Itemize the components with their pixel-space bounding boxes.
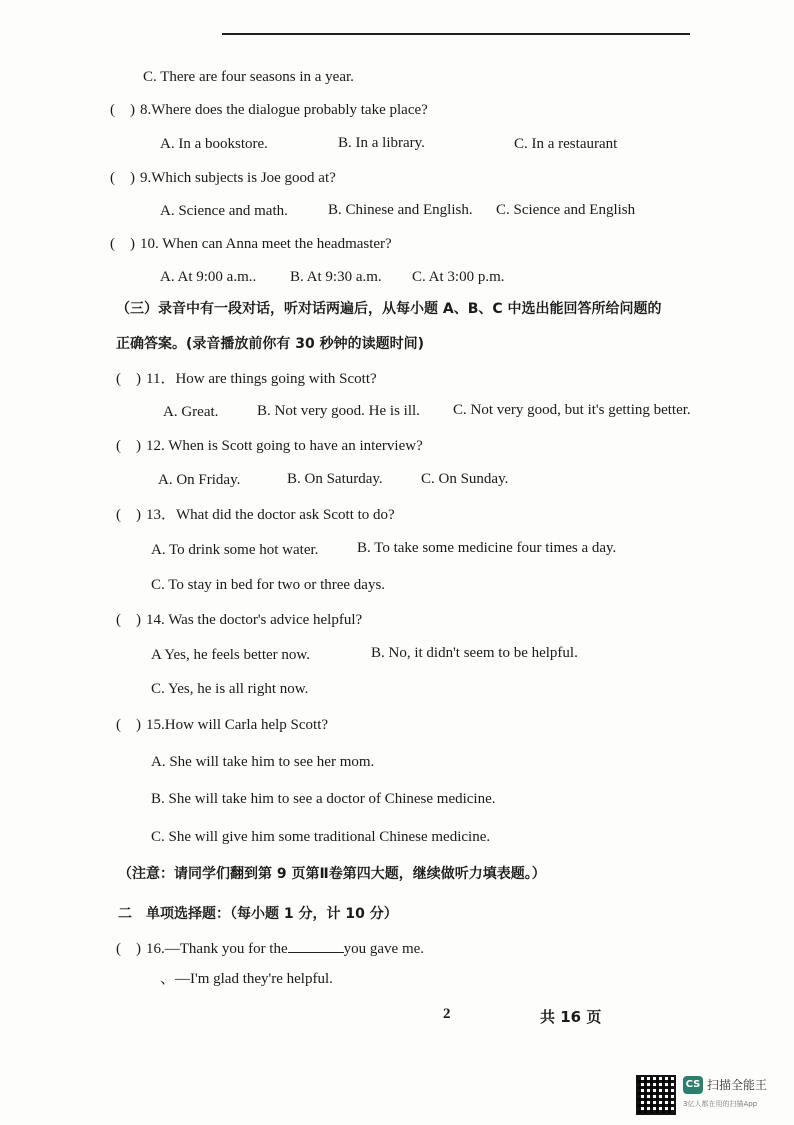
question-15: [116, 716, 328, 734]
answer-bracket[interactable]: ( ): [116, 941, 141, 957]
question-stem: 12. When is Scott going to have an interview?: [146, 438, 423, 454]
answer-bracket[interactable]: ( ): [116, 717, 141, 733]
answer-bracket[interactable]: ( ): [116, 371, 141, 387]
q8-option-c: C. In a restaurant: [514, 136, 618, 152]
question-stem: 10. When can Anna meet the headmaster?: [140, 236, 392, 252]
q13-option-c: C. To stay in bed for two or three days.: [151, 577, 386, 593]
question-stem: 15.How will Carla help Scott?: [146, 717, 329, 733]
answer-bracket[interactable]: ( ): [110, 102, 135, 118]
question-stem: 8.Where does the dialogue probably take place?: [140, 102, 428, 118]
q16-reply: 、—I'm glad they're helpful.: [160, 971, 333, 987]
q11-option-b: B. Not very good. He is ill.: [257, 403, 420, 419]
question-stem-before: 16.—Thank you for the: [146, 941, 288, 957]
answer-blank[interactable]: [288, 940, 344, 953]
q12-option-c: C. On Sunday.: [421, 471, 509, 487]
prev-option-c: C. There are four seasons in a year.: [143, 69, 354, 85]
qr-code-icon: [636, 1075, 676, 1115]
answer-bracket[interactable]: ( ): [116, 612, 141, 628]
scanner-app-name: 扫描全能王: [707, 1078, 768, 1092]
q15-option-b: B. She will take him to see a doctor of Chinese medicine.: [151, 791, 496, 807]
question-stem-after: you gave me.: [343, 941, 425, 957]
question-stem: 13．What did the doctor ask Scott to do?: [146, 507, 395, 523]
page-number: 2: [443, 1006, 451, 1022]
q14-option-a: A Yes, he feels better now.: [151, 647, 311, 663]
note: （注意：请同学们翻到第 9 页第Ⅱ卷第四大题，继续做听力填表题。）: [118, 866, 546, 882]
q14-option-c: C. Yes, he is all right now.: [151, 681, 309, 697]
question-10: [110, 235, 392, 253]
answer-bracket[interactable]: ( ): [110, 170, 135, 186]
q8-option-a: A. In a bookstore.: [160, 136, 268, 152]
q9-option-b: B. Chinese and English.: [328, 202, 473, 218]
answer-bracket[interactable]: ( ): [116, 507, 141, 523]
q9-option-a: A. Science and math.: [160, 203, 288, 219]
scanner-tagline: 3亿人都在用的扫描App: [683, 1100, 758, 1108]
question-12: [116, 437, 423, 455]
section-2-heading: 二 单项选择题：（每小题 1 分，计 10 分）: [118, 906, 398, 922]
q12-option-b: B. On Saturday.: [287, 471, 383, 487]
q13-option-a: A. To drink some hot water.: [151, 542, 319, 558]
q10-option-c: C. At 3:00 p.m.: [412, 269, 505, 285]
q12-option-a: A. On Friday.: [158, 472, 241, 488]
page-total: 共 16 页: [540, 1008, 602, 1026]
question-8: [110, 101, 428, 119]
question-stem: 11．How are things going with Scott?: [146, 371, 377, 387]
question-13: [116, 506, 395, 524]
q15-option-a: A. She will take him to see her mom.: [151, 754, 375, 770]
section-3-instructions-line-2: 正确答案。(录音播放前你有 30 秒钟的读题时间): [116, 336, 425, 352]
section-3-instructions-line-1: （三）录音中有一段对话，听对话两遍后，从每小题 A、B、C 中选出能回答所给问题的: [116, 301, 662, 317]
q9-option-c: C. Science and English: [496, 202, 636, 218]
q15-option-c: C. She will give him some traditional Chinese medicine.: [151, 829, 491, 845]
question-9: [110, 169, 336, 187]
question-stem: 14. Was the doctor's advice helpful?: [146, 612, 363, 628]
q10-option-b: B. At 9:30 a.m.: [290, 269, 382, 285]
q10-option-a: A. At 9:00 a.m..: [160, 269, 257, 285]
question-16: [116, 940, 424, 958]
q8-option-b: B. In a library.: [338, 135, 425, 151]
question-14: [116, 611, 362, 629]
question-stem: 9.Which subjects is Joe good at?: [140, 170, 336, 186]
q14-option-b: B. No, it didn't seem to be helpful.: [371, 645, 578, 661]
question-11: [116, 370, 377, 388]
q11-option-c: C. Not very good, but it's getting better.: [453, 402, 691, 418]
answer-bracket[interactable]: ( ): [110, 236, 135, 252]
top-rule: [222, 33, 690, 35]
q11-option-a: A. Great.: [163, 404, 219, 420]
answer-bracket[interactable]: ( ): [116, 438, 141, 454]
q13-option-b: B. To take some medicine four times a day.: [357, 540, 617, 556]
camscanner-logo: CS: [683, 1076, 703, 1094]
